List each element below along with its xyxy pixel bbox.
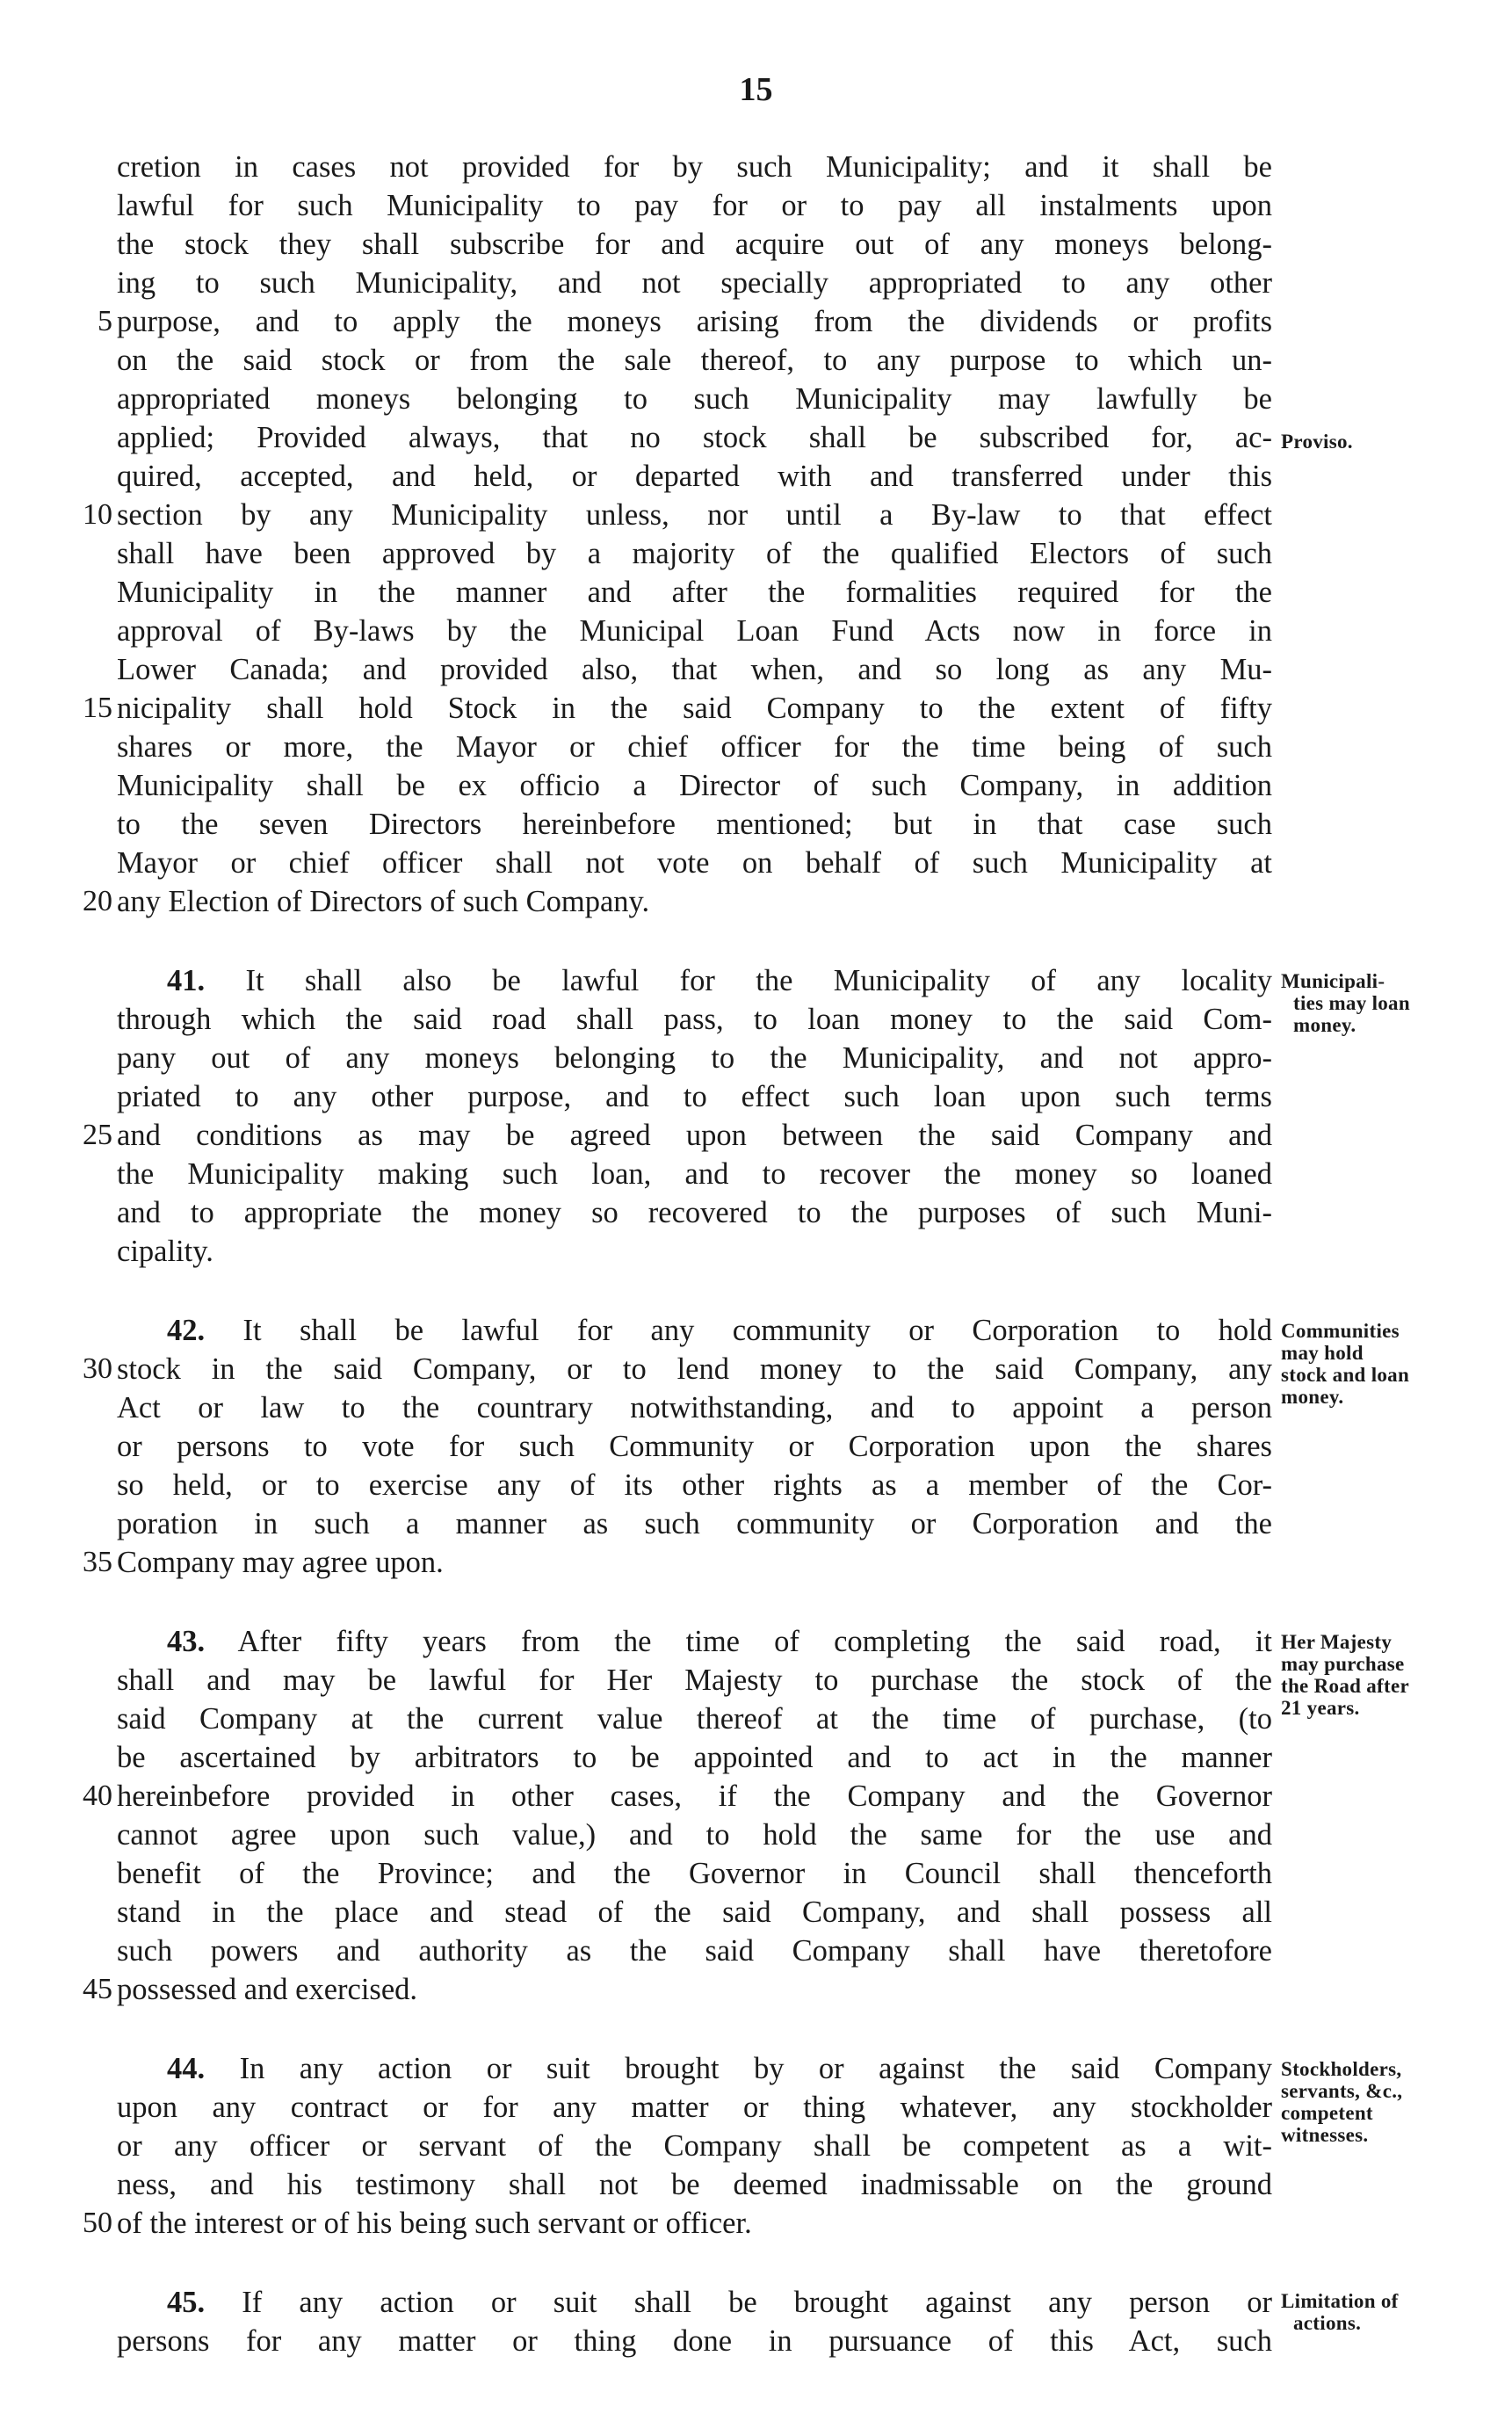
text-line: and conditions as may be agreed upon between the said Company and — [117, 1119, 1272, 1152]
text-line: so held, or to exercise any of its other rights as a member of the Cor- — [117, 1468, 1272, 1502]
margin-note-municipalities — [1281, 970, 1501, 1036]
margin-note-line: may purchase — [1281, 1653, 1405, 1675]
text-line: upon any contract or for any matter or thing whatever, any stockholder — [117, 2091, 1272, 2124]
text-line: cipality. — [117, 1235, 213, 1268]
text-line: Act or law to the countrary notwithstanding, and to appoint a person — [117, 1391, 1272, 1424]
margin-note-stockholders — [1281, 2058, 1501, 2146]
margin-note-line: actions. — [1293, 2312, 1362, 2334]
text-line: on the said stock or from the sale thereof, to any purpose to which un- — [117, 344, 1272, 377]
line-number: 10 — [83, 498, 112, 531]
margin-note-line: Her Majesty — [1281, 1631, 1393, 1653]
margin-note-line: stock and loan — [1281, 1364, 1410, 1386]
text-line: Company may agree upon. — [117, 1546, 444, 1579]
text-line: to the seven Directors hereinbefore mentioned; but in that case such — [117, 808, 1272, 841]
text-span: If any action or suit shall be brought against any person or — [242, 2286, 1273, 2319]
section-number: 42. — [167, 1314, 206, 1347]
text-line: pany out of any moneys belonging to the Municipality, and not appro- — [117, 1041, 1272, 1075]
text-line: possessed and exercised. — [117, 1973, 418, 2006]
margin-note-limitation — [1281, 2290, 1501, 2334]
line-number: 15 — [83, 692, 112, 724]
margin-note-line: competent — [1281, 2102, 1373, 2124]
text-line: and to appropriate the money so recovered to the purposes of such Muni- — [117, 1196, 1272, 1229]
text-line: shares or more, the Mayor or chief officer for the time being of such — [117, 730, 1272, 764]
text-line: the Municipality making such loan, and to recover the money so loaned — [117, 1157, 1272, 1191]
text-line: ness, and his testimony shall not be deemed inadmissable on the ground — [117, 2168, 1272, 2201]
text-line: of the interest or of his being such servant or officer. — [117, 2207, 752, 2240]
text-line: purpose, and to apply the moneys arising from the dividends or profits — [117, 305, 1272, 338]
text-line: poration in such a manner as such community or Corporation and the — [117, 1507, 1272, 1540]
text-line: shall have been approved by a majority of the qualified Electors of such — [117, 537, 1272, 570]
text-line: said Company at the current value thereof at the time of purchase, (to — [117, 1702, 1272, 1736]
line-number: 50 — [83, 2207, 112, 2239]
text-line: priated to any other purpose, and to effect such loan upon such terms — [117, 1080, 1272, 1113]
margin-note-her-majesty — [1281, 1631, 1501, 1719]
text-line: cretion in cases not provided for by such Municipality; and it shall be — [117, 150, 1272, 184]
line-number: 20 — [83, 885, 112, 917]
text-line: section by any Municipality unless, nor until a By-law to that effect — [117, 498, 1272, 532]
text-line: persons for any matter or thing done in pursuance of this Act, such — [117, 2324, 1272, 2358]
line-number: 40 — [83, 1780, 112, 1812]
margin-note-line: ties may loan — [1293, 992, 1410, 1014]
margin-note-line: Limitation of — [1281, 2290, 1399, 2312]
text-line: approval of By-laws by the Municipal Loan Fund Acts now in force in — [117, 614, 1272, 648]
margin-note-line: money. — [1293, 1014, 1356, 1036]
margin-note-line: servants, &c., — [1281, 2080, 1403, 2102]
text-line: quired, accepted, and held, or departed with and transferred under this — [117, 460, 1272, 493]
section-number: 43. — [167, 1625, 206, 1658]
margin-note-line: 21 years. — [1281, 1697, 1360, 1719]
section-44-first-line — [167, 2049, 1272, 2088]
text-line: ing to such Municipality, and not specially appropriated to any other — [117, 266, 1272, 300]
text-line: stand in the place and stead of the said Company, and shall possess all — [117, 1895, 1272, 1929]
margin-note-proviso — [1281, 431, 1501, 453]
margin-note-line: Municipali- — [1281, 970, 1385, 992]
margin-note-line: money. — [1281, 1386, 1344, 1408]
text-line: through which the said road shall pass, to loan money to the said Com- — [117, 1003, 1272, 1036]
line-number: 25 — [83, 1119, 112, 1151]
text-line: be ascertained by arbitrators to be appointed and to act in the manner — [117, 1741, 1272, 1774]
text-line: shall and may be lawful for Her Majesty to purchase the stock of the — [117, 1664, 1272, 1697]
text-line: Municipality in the manner and after the formalities required for the — [117, 576, 1272, 609]
text-span: It shall also be lawful for the Municipality of any locality — [245, 964, 1272, 997]
text-line: any Election of Directors of such Company. — [117, 885, 650, 918]
margin-note-line: Stockholders, — [1281, 2058, 1402, 2080]
text-line: the stock they shall subscribe for and acquire out of any moneys belong- — [117, 228, 1272, 261]
text-line: lawful for such Municipality to pay for or to pay all instalments upon — [117, 189, 1272, 222]
text-line: nicipality shall hold Stock in the said Company to the extent of fifty — [117, 692, 1272, 725]
section-45-first-line — [167, 2283, 1272, 2322]
text-span: After fifty years from the time of completing the said road, it — [237, 1625, 1272, 1658]
text-line: stock in the said Company, or to lend money to the said Company, any — [117, 1352, 1272, 1386]
section-42-first-line — [167, 1311, 1272, 1350]
line-number: 30 — [83, 1352, 112, 1385]
section-number: 41. — [167, 964, 206, 997]
margin-note-line: Communities — [1281, 1320, 1400, 1342]
text-span: In any action or suit brought by or against the said Company — [239, 2052, 1273, 2085]
margin-note-line: Proviso. — [1281, 431, 1353, 453]
margin-note-line: may hold — [1281, 1342, 1364, 1364]
section-43-first-line — [167, 1622, 1272, 1661]
text-line: Lower Canada; and provided also, that when, and so long as any Mu- — [117, 653, 1272, 686]
text-line: hereinbefore provided in other cases, if the Company and the Governor — [117, 1780, 1272, 1813]
text-line: Mayor or chief officer shall not vote on behalf of such Municipality at — [117, 846, 1272, 880]
text-line: benefit of the Province; and the Governor in Council shall thenceforth — [117, 1857, 1272, 1890]
text-line: such powers and authority as the said Company shall have theretofore — [117, 1934, 1272, 1968]
section-number: 45. — [167, 2286, 206, 2319]
text-line: cannot agree upon such value,) and to hold the same for the use and — [117, 1818, 1272, 1852]
text-line: Municipality shall be ex officio a Director of such Company, in addition — [117, 769, 1272, 802]
text-line: or persons to vote for such Community or Corporation upon the shares — [117, 1430, 1272, 1463]
text-span: It shall be lawful for any community or Corporation to hold — [242, 1314, 1272, 1347]
page-number: 15 — [739, 71, 773, 108]
line-number: 35 — [83, 1546, 112, 1578]
margin-note-line: witnesses. — [1281, 2124, 1369, 2146]
section-number: 44. — [167, 2052, 206, 2085]
text-line: appropriated moneys belonging to such Municipality may lawfully be — [117, 382, 1272, 416]
line-number: 45 — [83, 1973, 112, 2005]
text-line: or any officer or servant of the Company shall be competent as a wit- — [117, 2129, 1272, 2163]
line-number: 5 — [98, 305, 112, 337]
margin-note-line: the Road after — [1281, 1675, 1409, 1697]
margin-note-communities — [1281, 1320, 1501, 1408]
section-41-first-line — [167, 961, 1272, 1000]
text-line: applied; Provided always, that no stock shall be subscribed for, ac- — [117, 421, 1272, 454]
